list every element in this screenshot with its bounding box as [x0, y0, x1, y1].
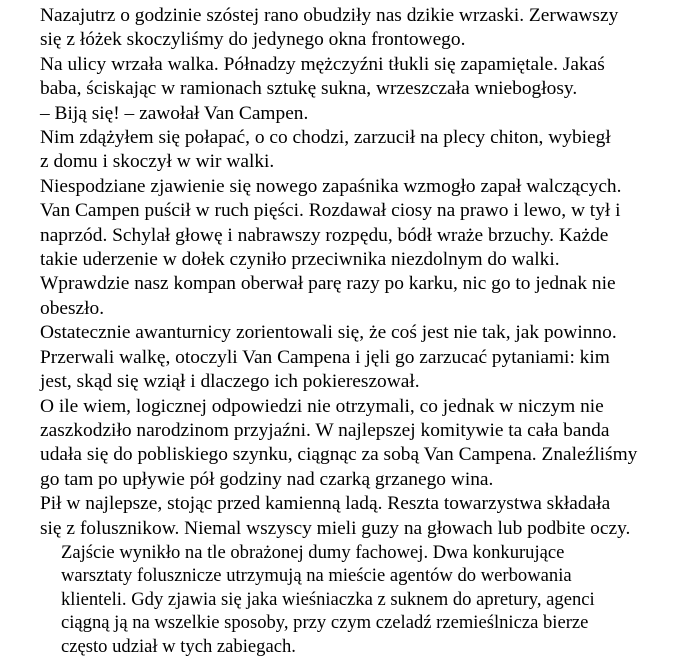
- text-line: Nim zdążyłem się połapać, o co chodzi, zarzucił na plecy chiton, wybiegł: [40, 127, 611, 149]
- paragraph: [20, 102, 690, 126]
- text-line: Van Campen puścił w ruch pięści. Rozdawał ciosy na prawo i lewo, w tył i: [40, 200, 621, 222]
- text-line: Pił w najlepsze, stojąc przed kamienną ladą. Reszta towarzystwa składała: [40, 493, 611, 515]
- text-line: Na ulicy wrzała walka. Półnadzy mężczyźni tłukli się zapamiętale. Jakaś: [40, 53, 605, 75]
- text-line: często udział w tych zabiegach.: [61, 635, 296, 657]
- text-line: baba, ściskając w ramionach sztukę sukna, wrzeszczała wniebogłosy.: [40, 78, 578, 100]
- text-line: z domu i skoczył w wir walki.: [40, 151, 275, 173]
- text-line: Niespodziane zjawienie się nowego zapaśnika wzmogło zapał walczących.: [40, 175, 622, 197]
- text-line: klienteli. Gdy zjawia się jaka wieśniaczka z suknem do apretury, agenci: [61, 588, 595, 610]
- text-line: Zajście wynikło na tle obrażonej dumy fachowej. Dwa konkurujące: [61, 541, 565, 563]
- text-line: zaszkodziło narodzinom przyjaźni. W najlepszej komitywie ta cała banda: [40, 419, 610, 441]
- text-line: Ostatecznie awanturnicy zorientowali się, że coś jest nie tak, jak powinno.: [40, 322, 617, 344]
- text-line: warsztaty folusznicze utrzymują na mieście agentów do werbowania: [61, 565, 572, 587]
- text-line: O ile wiem, logicznej odpowiedzi nie otrzymali, co jednak w niczym nie: [40, 395, 604, 417]
- paragraph: [20, 395, 690, 493]
- text-line: się z folusznikow. Niemal wszyscy mieli guzy na głowach lub podbite oczy.: [40, 517, 631, 539]
- text-line: jest, skąd się wziął i dlaczego ich pokiereszował.: [40, 371, 420, 393]
- text-line: Przerwali walkę, otoczyli Van Campena i jęli go zarzucać pytaniami: kim: [40, 346, 610, 368]
- text-line: naprzód. Schylał głowę i nabrawszy rozpędu, bódł wraże brzuchy. Każde: [40, 224, 609, 246]
- paragraph: [41, 541, 690, 659]
- paragraph: [20, 321, 690, 394]
- text-line: Nazajutrz o godzinie szóstej rano obudziły nas dzikie wrzaski. Zerwawszy: [40, 5, 619, 26]
- text-line: takie uderzenie w dołek czyniło przeciwnika niezdolnym do walki.: [40, 249, 560, 271]
- text-line: go tam po upływie pół godziny nad czarką grzanego wina.: [40, 468, 494, 490]
- paragraph: [20, 175, 690, 321]
- text-line: obeszło.: [40, 297, 105, 319]
- paragraph: [20, 492, 690, 541]
- text-line: ciągną ją na wszelkie sposoby, przy czym czeladź rzemieślnicza bierze: [61, 612, 589, 634]
- paragraph: [20, 53, 690, 102]
- text-line: Wprawdzie nasz kompan oberwał parę razy po karku, nic go to jednak nie: [40, 273, 616, 295]
- paragraph: [20, 4, 690, 53]
- paragraph: [20, 126, 690, 175]
- text-line: – Biją się! – zawołał Van Campen.: [40, 102, 309, 124]
- text-line: udała się do pobliskiego szynku, ciągnąc za sobą Van Campena. Znaleźliśmy: [40, 444, 638, 466]
- text-line: się z łóżek skoczyliśmy do jedynego okna frontowego.: [40, 29, 466, 51]
- document-body: [20, 4, 690, 658]
